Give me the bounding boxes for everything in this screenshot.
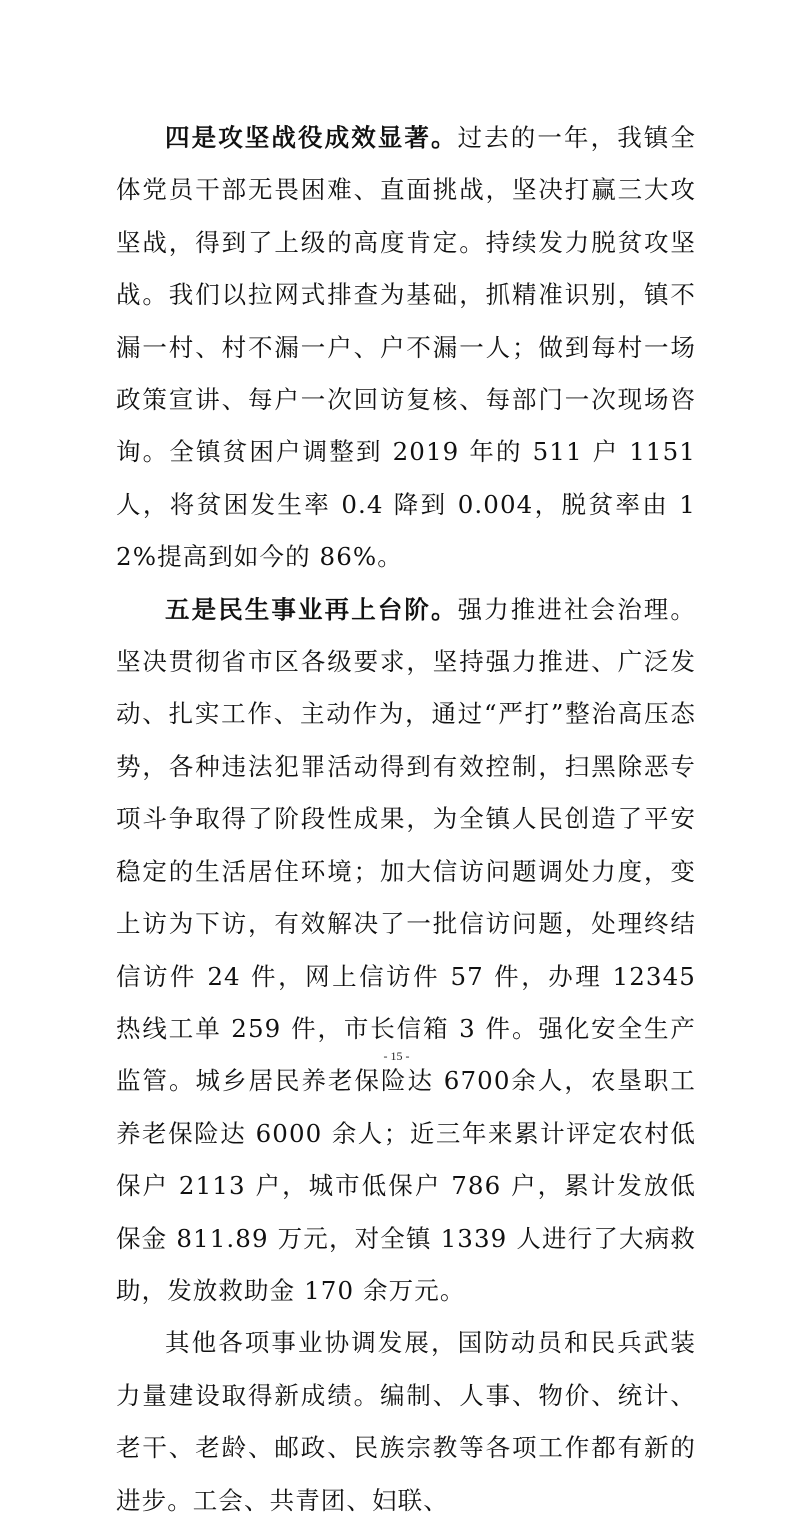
paragraph-text: 过去的一年，我镇全体党员干部无畏困难、直面挑战，坚决打赢三大攻坚战，得到了上级的高度肯定。持续发力脱贫攻坚战。我们以拉网式排查为基础，抓精准识别，镇不漏一村、村不漏一户、户不漏一人；做到每村一场政策宣讲、每户一次回访复核、每部门一次现场咨询。全镇贫困户调整到 2019 年的 511 户 1151 人，将贫困发生率 0.4 降到 0.004，脱贫率由 12%提高到如今的 86%。 (116, 123, 696, 572)
page-number: - 15 - (383, 1049, 410, 1063)
document-body (116, 112, 696, 1527)
paragraph-other-affairs (116, 1317, 696, 1527)
paragraph-text: 其他各项事业协调发展，国防动员和民兵武装力量建设取得新成绩。编制、人事、物价、统计、老干、老龄、邮政、民族宗教等各项工作都有新的进步。工会、共青团、妇联、 (116, 1328, 696, 1515)
paragraph-livelihood (116, 584, 696, 1318)
paragraph-text: 强力推进社会治理。坚决贯彻省市区各级要求，坚持强力推进、广泛发动、扎实工作、主动作为，通过“严打”整治高压态势，各种违法犯罪活动得到有效控制，扫黑除恶专项斗争取得了阶段性成果，为全镇人民创造了平安稳定的生活居住环境；加大信访问题调处力度，变上访为下访，有效解决了一批信访问题，处理终结信访件 24 件，网上信访件 57 件，办理 12345 热线工单 259 件，市长信箱 3 件。强化安全生产监管。城乡居民养老保险达 6700余人，农垦职工养老保险达 6000 余人；近三年来累计评定农村低保户 2113 户，城市低保户 786 户，累计发放低保金 811.89 万元，对全镇 1339 人进行了大病救助，发放救助金 170 余万元。 (116, 594, 696, 1305)
paragraph-poverty-alleviation (116, 112, 696, 584)
paragraph-heading: 五是民生事业再上台阶。 (165, 594, 458, 624)
paragraph-heading: 四是攻坚战役成效显著。 (165, 123, 458, 152)
